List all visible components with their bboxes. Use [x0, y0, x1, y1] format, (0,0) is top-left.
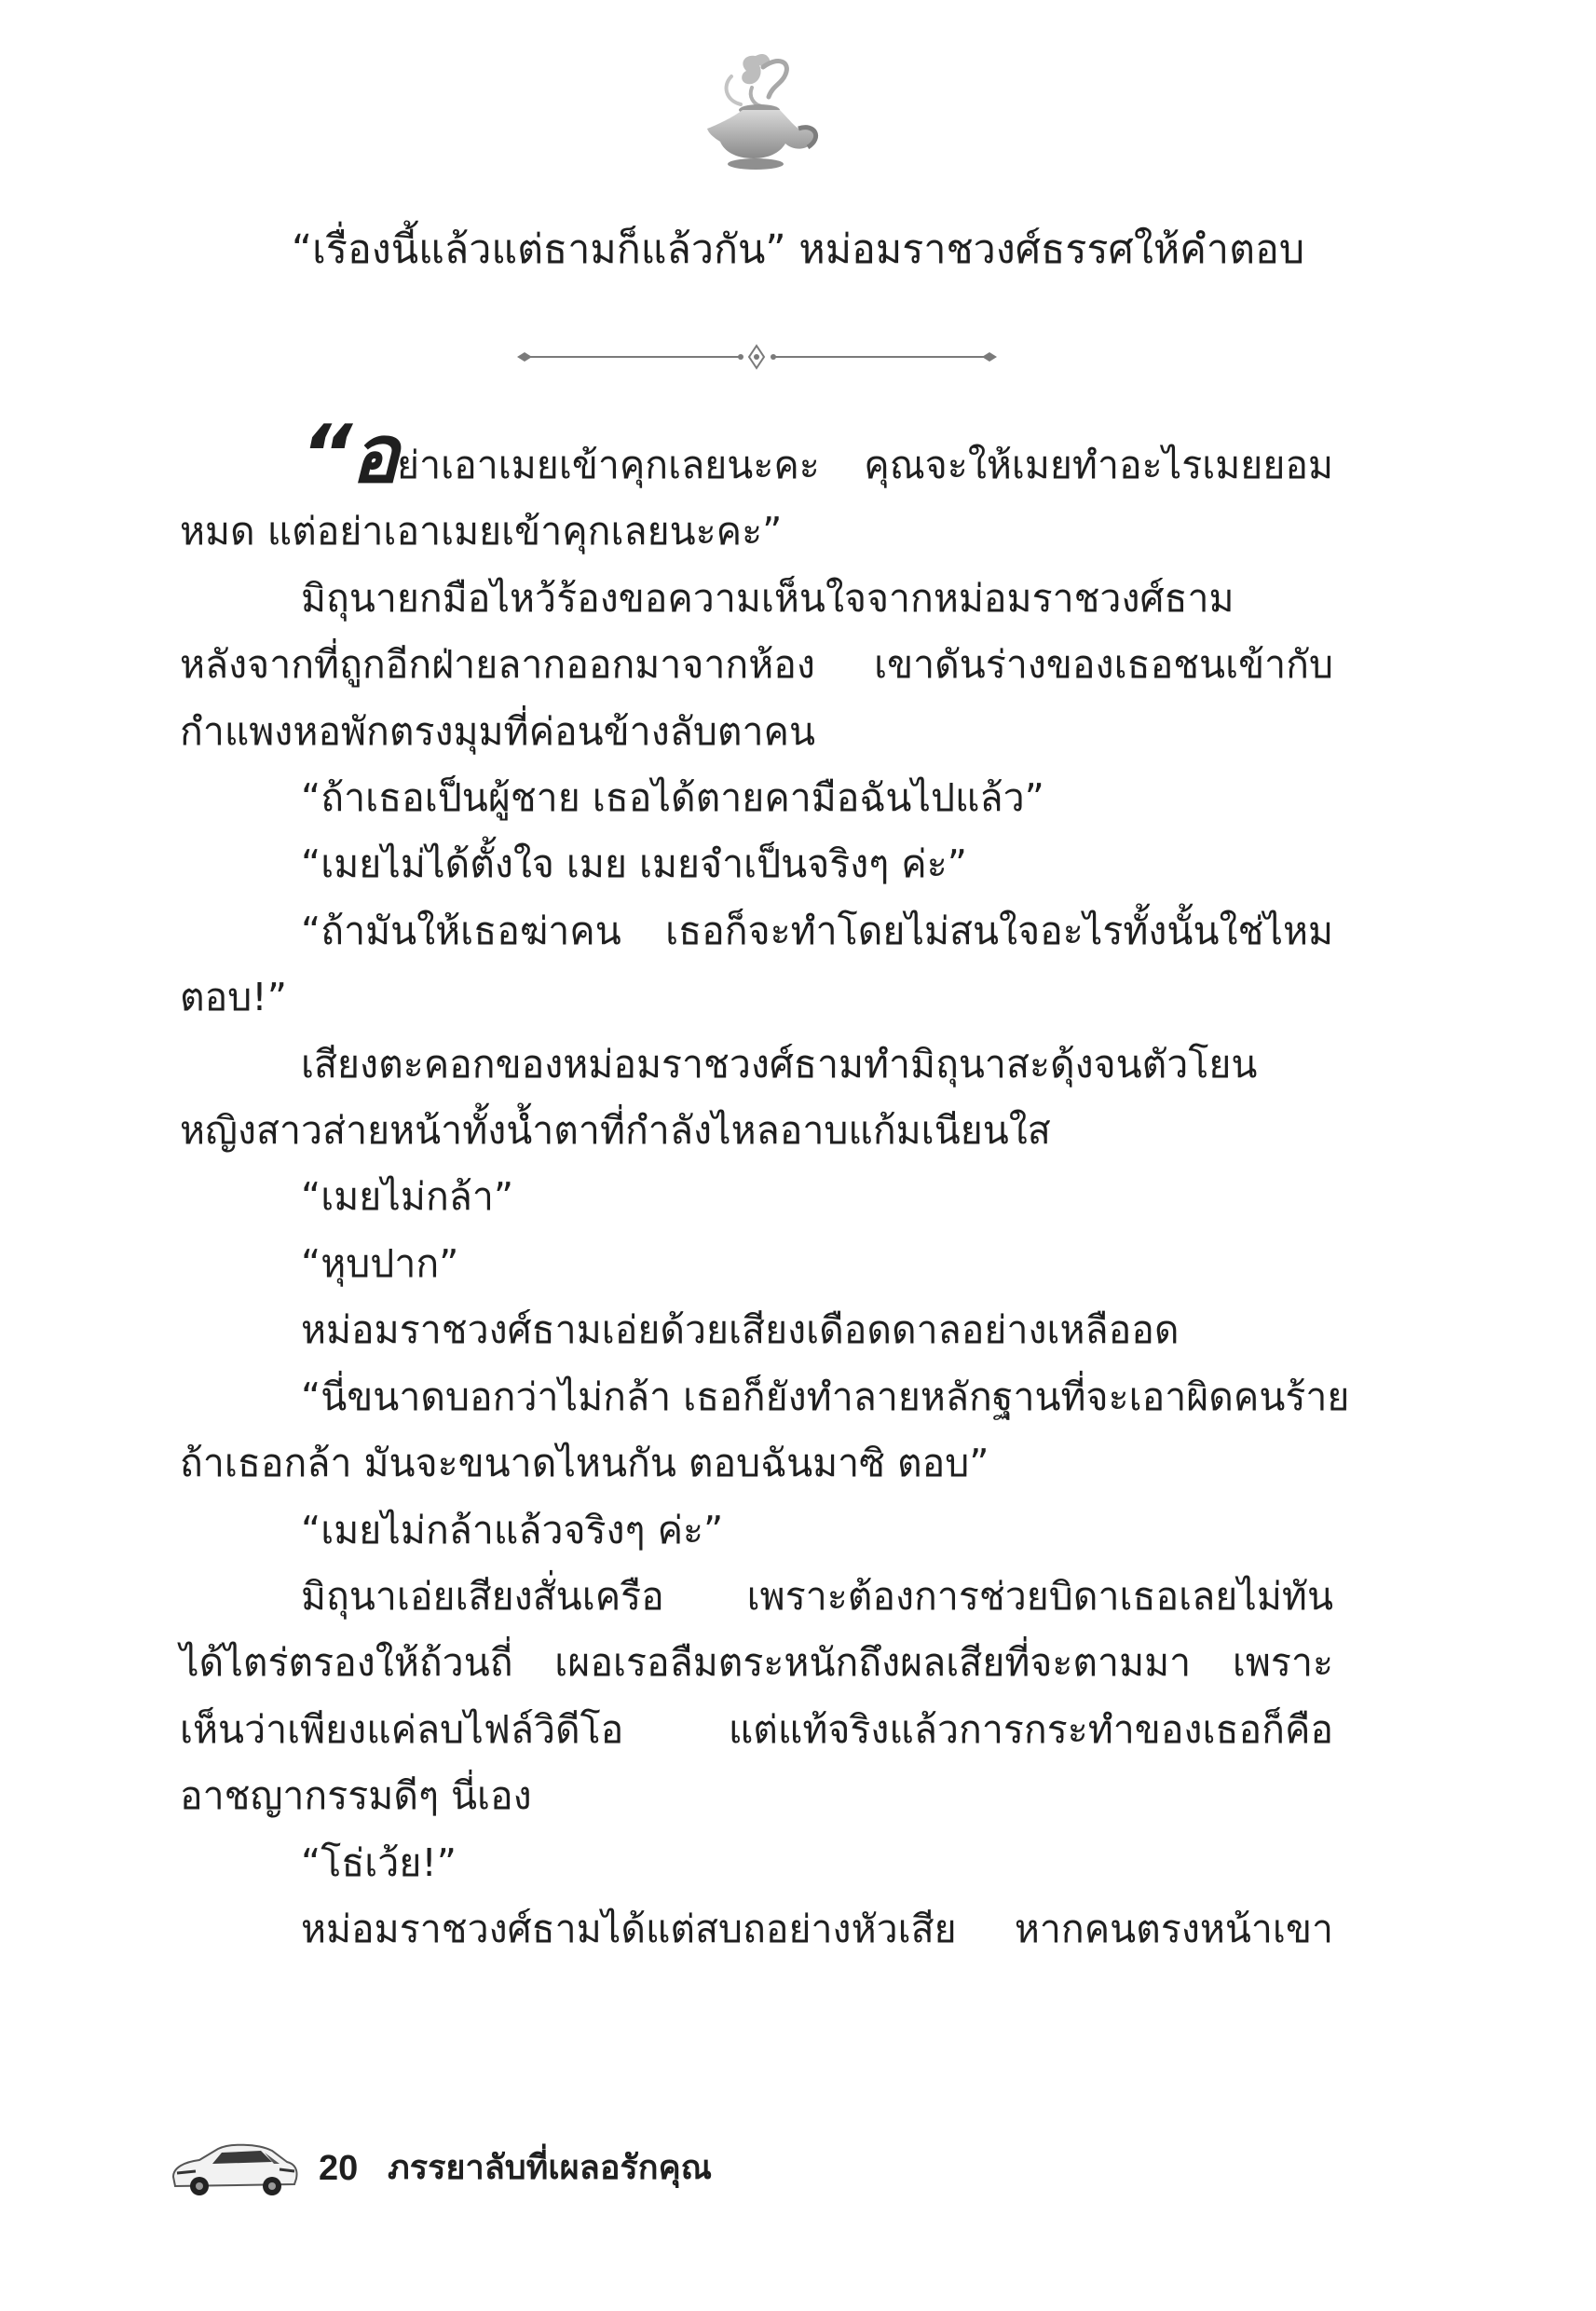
- paragraph-line: “เมยไม่ได้ตั้งใจ เมย เมยจำเป็นจริงๆ ค่ะ”: [301, 841, 967, 887]
- paragraph-line: ถ้าเธอกล้า มันจะขนาดไหนกัน ตอบฉันมาซิ ตอบ”: [180, 1441, 989, 1486]
- book-title: ภรรยาลับที่เผลอรักคุณ: [388, 2149, 713, 2187]
- paragraph-line: ตอบ!”: [180, 975, 287, 1020]
- paragraph-line: หม่อมราชวงศ์ธามเอ่ยด้วยเสียงเดือดดาลอย่างเหลืออด: [301, 1307, 1180, 1353]
- paragraph-line: “นี่ขนาดบอกว่าไม่กล้า เธอก็ยังทำลายหลักฐานที่จะเอาผิดคนร้าย: [301, 1374, 1350, 1419]
- paragraph-line: “ถ้าเธอเป็นผู้ชาย เธอได้ตายคามือฉันไปแล้ว”: [301, 775, 1044, 821]
- page-footer: [168, 2134, 820, 2208]
- paragraph-line: หลังจากที่ถูกอีกฝ่ายลากออกมาจากห้อง เขาดันร่างของเธอชนเข้ากับ: [180, 642, 1333, 688]
- paragraph-line: หม่อมราชวงศ์ธามได้แต่สบถอย่างหัวเสีย หากคนตรงหน้าเขา: [301, 1906, 1333, 1951]
- paragraph-line: “โธ่เว้ย!”: [301, 1839, 457, 1885]
- paragraph-line: “ถ้ามันให้เธอฆ่าคน เธอก็จะทำโดยไม่สนใจอะไรทั้งนั้นใช่ไหม: [301, 908, 1333, 953]
- story-body: [180, 408, 1350, 1962]
- paragraph-line: หมด แต่อย่าเอาเมยเข้าคุกเลยนะคะ”: [180, 509, 783, 554]
- paragraph-line: “อย่าเอาเมยเข้าคุกเลยนะคะ คุณจะให้เมยทำอะไรเมยยอม: [301, 408, 1333, 501]
- paragraph-line: มิถุนาเอ่ยเสียงสั่นเครือ เพราะต้องการช่วยบิดาเธอเลยไม่ทัน: [301, 1573, 1333, 1619]
- paragraph-line: ได้ไตร่ตรองให้ถ้วนถี่ เผอเรอลืมตระหนักถึงผลเสียที่จะตามมา เพราะ: [180, 1640, 1333, 1686]
- paragraph-line: “เมยไม่กล้า”: [301, 1174, 514, 1220]
- paragraph-line: เสียงตะคอกของหม่อมราชวงศ์ธามทำมิถุนาสะดุ้งจนตัวโยน: [301, 1041, 1258, 1087]
- ornamental-divider-icon: [517, 343, 997, 371]
- drop-cap: “อ: [301, 408, 398, 501]
- paragraph-line: “เมยไม่กล้าแล้วจริงๆ ค่ะ”: [301, 1507, 724, 1552]
- paragraph-line: เห็นว่าเพียงแค่ลบไฟล์วิดีโอ แต่แท้จริงแล้วการกระทำของเธอก็คือ: [180, 1706, 1333, 1752]
- paragraph-line: อาชญากรรมดีๆ นี่เอง: [180, 1773, 532, 1819]
- paragraph-line: มิถุนายกมือไหว้ร้องขอความเห็นใจจากหม่อมราชวงศ์ธาม: [301, 575, 1235, 621]
- paragraph-line: “หุบปาก”: [301, 1240, 459, 1286]
- top-dialogue-line: “เรื่องนี้แล้วแต่ธามก็แล้วกัน” หม่อมราชวงศ์ธรรศให้คำตอบ: [291, 226, 1305, 273]
- page-number: 20: [319, 2149, 359, 2188]
- paragraph-line: หญิงสาวส่ายหน้าทั้งน้ำตาที่กำลังไหลอาบแก้มเนียนใส: [180, 1108, 1051, 1154]
- paragraph-line: กำแพงหอพักตรงมุมที่ค่อนข้างลับตาคน: [180, 708, 815, 754]
- genie-lamp-icon: [694, 48, 825, 174]
- car-icon: [168, 2140, 300, 2197]
